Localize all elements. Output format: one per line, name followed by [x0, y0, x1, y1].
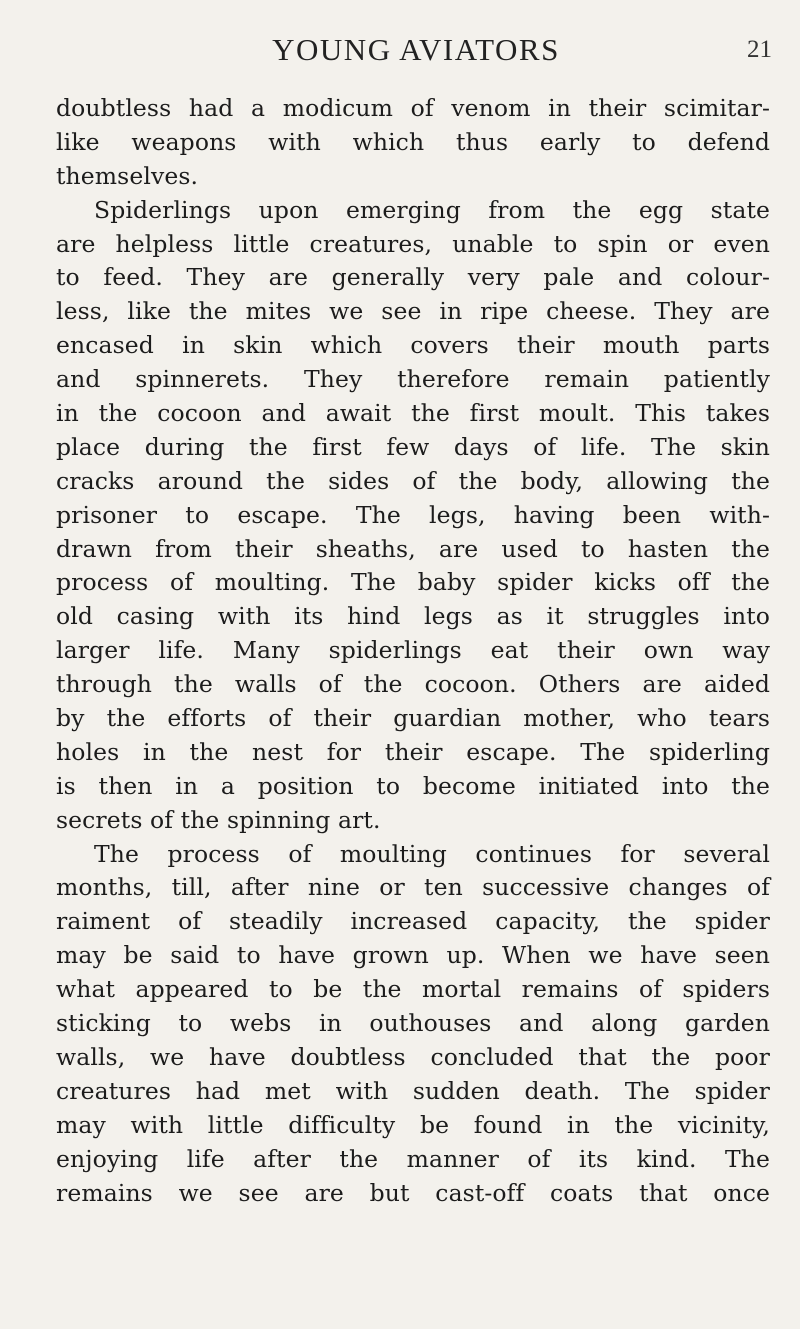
text-line: is then in a position to become initiated into the [56, 771, 770, 800]
text-line: may be said to have grown up. When we have seen [56, 941, 770, 970]
text-line: and spinnerets. They therefore remain patiently [56, 365, 770, 394]
text-line: months, till, after nine or ten successive changes of [56, 873, 770, 902]
running-title: YOUNG AVIATORS [272, 32, 560, 67]
text-line: doubtless had a modicum of venom in their scimitar- [56, 94, 770, 122]
text-line: prisoner to escape. The legs, having been with- [56, 500, 770, 529]
text-line: themselves. [56, 161, 199, 190]
text-line: walls, we have doubtless concluded that the poor [56, 1042, 770, 1071]
text-line: raiment of steadily increased capacity, the spider [56, 907, 770, 936]
text-line: old casing with its hind legs as it struggles into [56, 602, 770, 631]
text-line: The process of moulting continues for several [94, 839, 770, 868]
body-text [56, 92, 770, 1210]
text-line: in the cocoon and await the first moult. This takes [56, 399, 770, 428]
text-line: to feed. They are generally very pale and colour- [56, 263, 770, 292]
text-line: drawn from their sheaths, are used to hasten the [56, 534, 770, 563]
text-line: Spiderlings upon emerging from the egg state [94, 195, 770, 224]
text-line: secrets of the spinning art. [56, 805, 381, 834]
text-line: like weapons with which thus early to defend [56, 127, 770, 156]
text-line: encased in skin which covers their mouth parts [56, 331, 770, 360]
text-line: remains we see are but cast-off coats that once [56, 1178, 770, 1207]
text-line: creatures had met with sudden death. The spider [56, 1076, 770, 1105]
text-line: less, like the mites we see in ripe cheese. They are [56, 297, 770, 326]
page-header [60, 32, 772, 72]
text-line: are helpless little creatures, unable to spin or even [56, 229, 770, 258]
text-line: enjoying life after the manner of its kind. The [56, 1144, 770, 1173]
text-line: what appeared to be the mortal remains of spiders [56, 975, 770, 1004]
text-line: through the walls of the cocoon. Others are aided [56, 670, 770, 699]
text-line: may with little difficulty be found in the vicinity, [56, 1110, 770, 1139]
text-line: larger life. Many spiderlings eat their own way [56, 636, 770, 665]
text-line: by the efforts of their guardian mother, who tears [56, 704, 770, 733]
text-line: sticking to webs in outhouses and along garden [56, 1009, 770, 1038]
text-line: holes in the nest for their escape. The spiderling [56, 737, 770, 766]
text-line: cracks around the sides of the body, allowing the [56, 466, 770, 495]
page-number: 21 [747, 36, 772, 63]
text-line: place during the first few days of life. The skin [56, 432, 770, 461]
text-line: process of moulting. The baby spider kicks off the [56, 568, 770, 597]
